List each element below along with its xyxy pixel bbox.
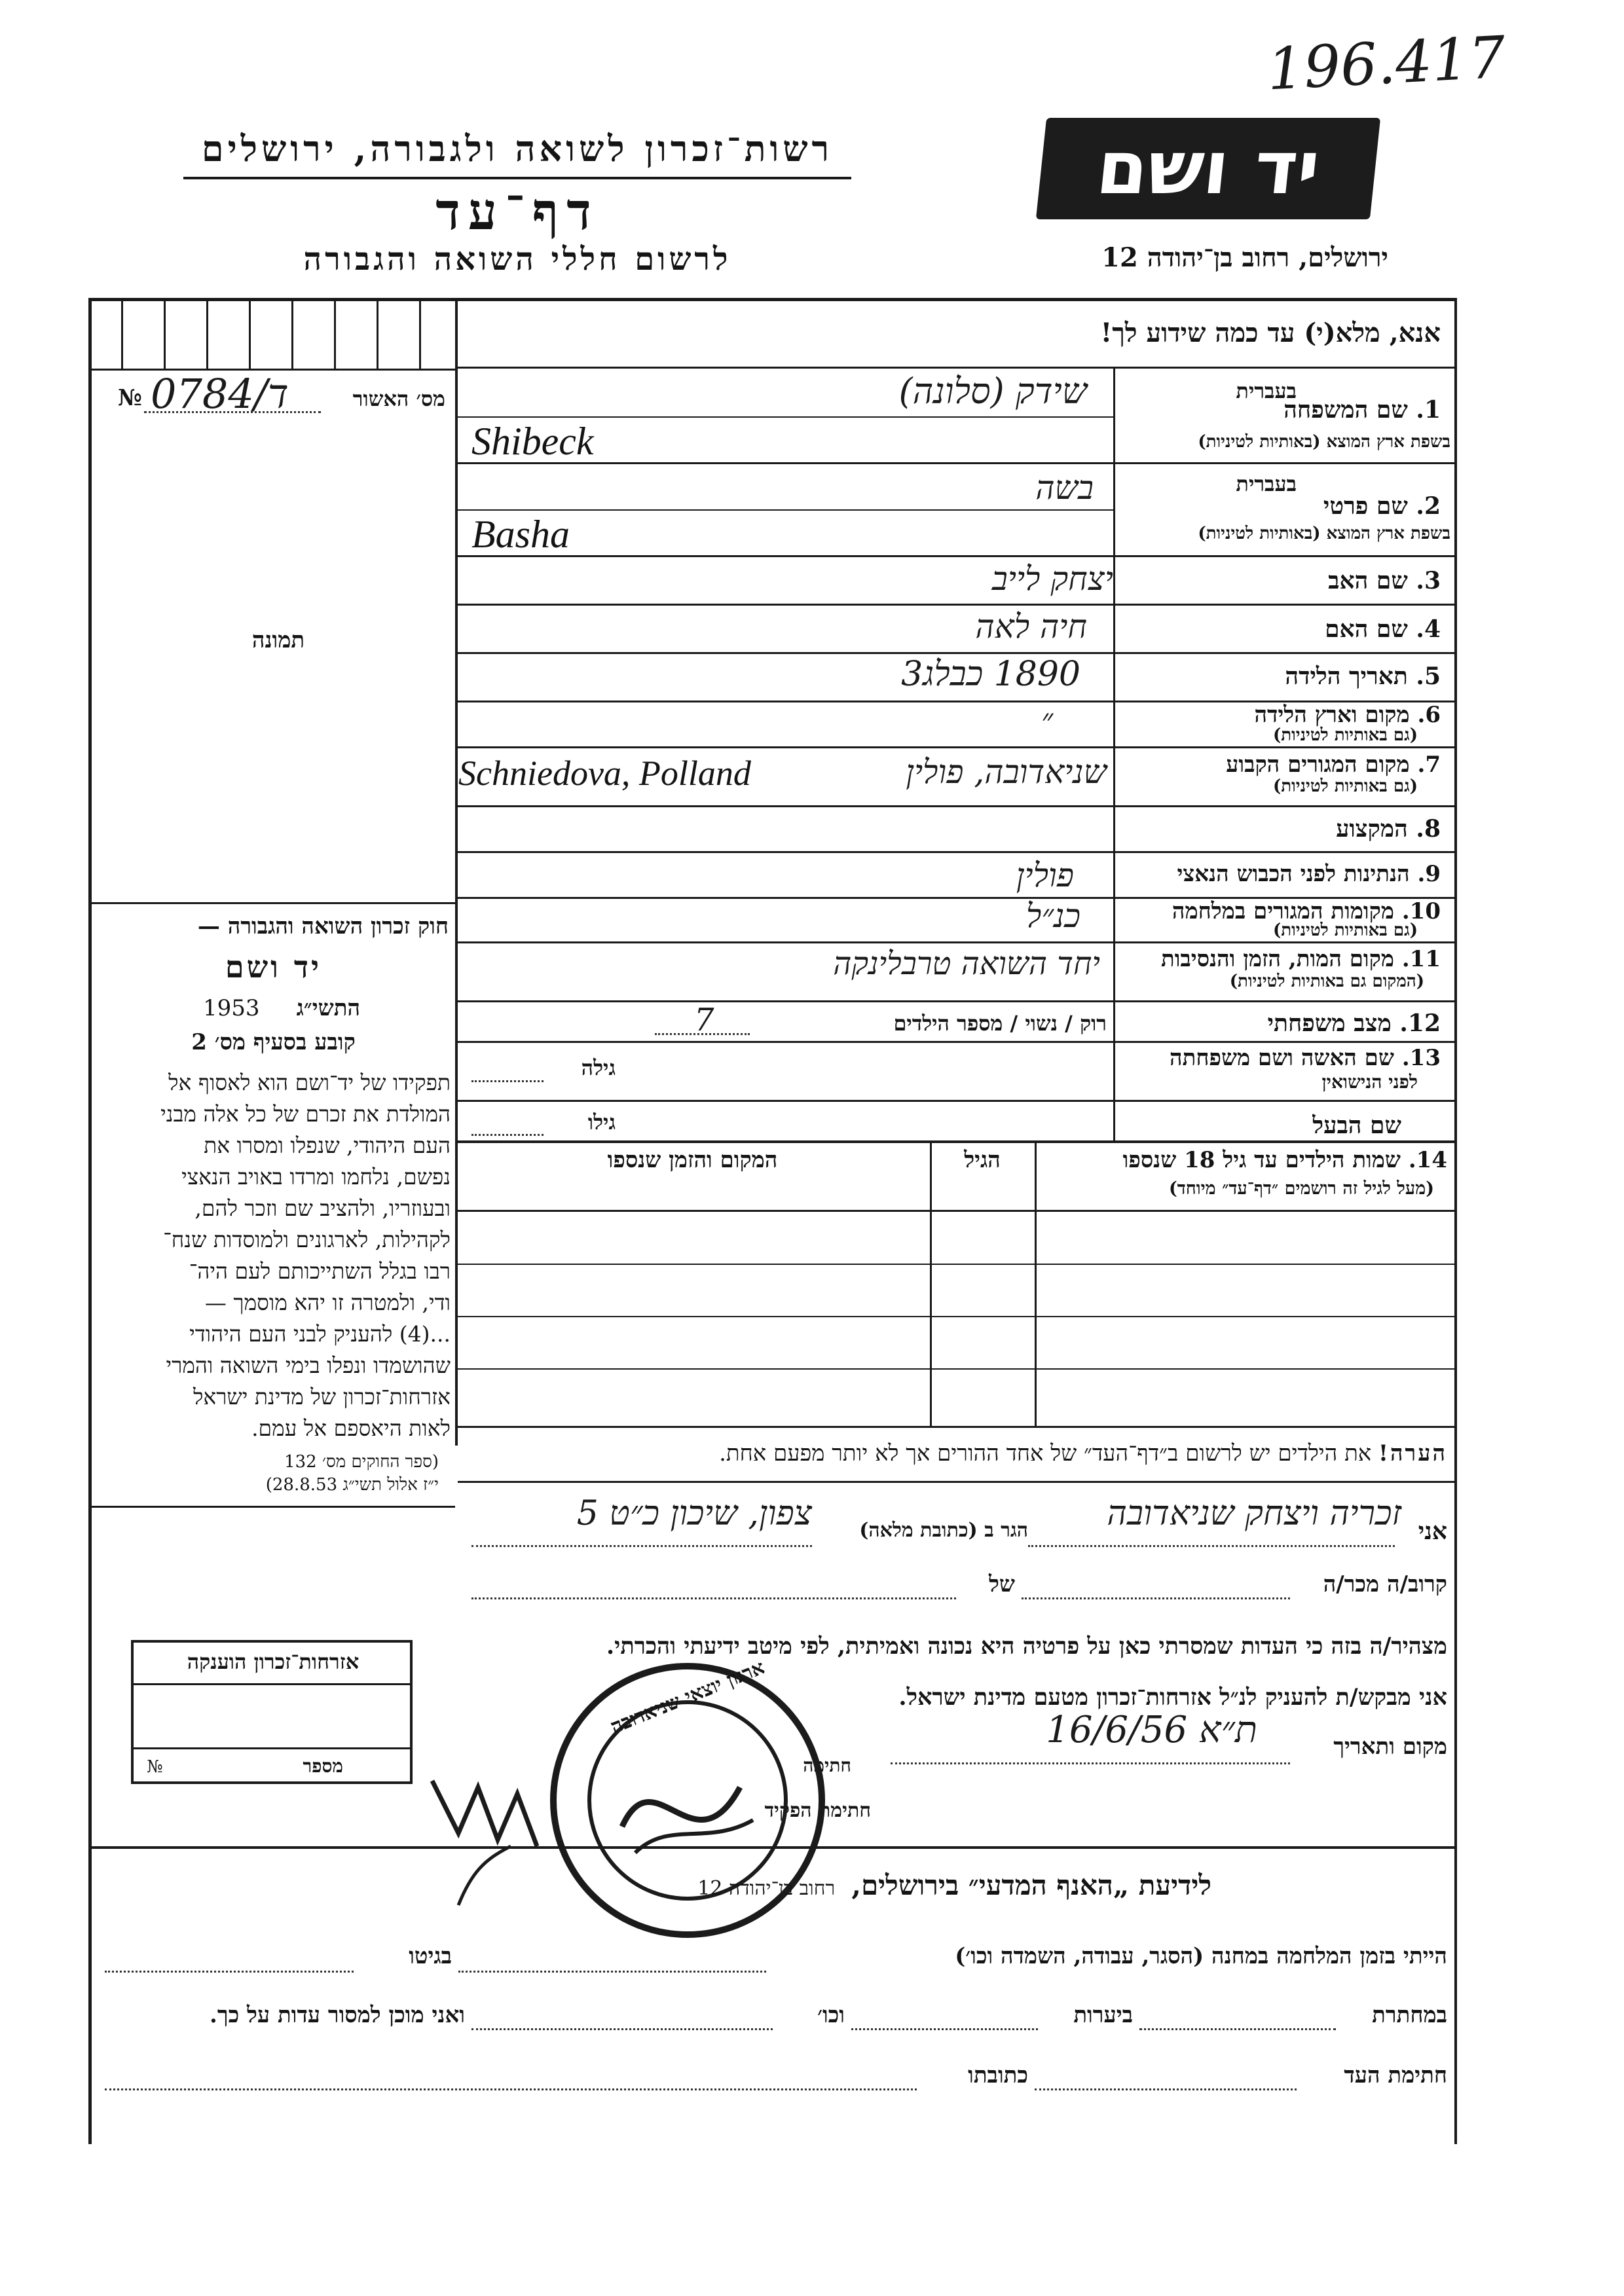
camp-line <box>458 1971 766 1973</box>
field-4-value[interactable]: חיה לאה <box>975 608 1087 646</box>
form-subtitle: לרשום חללי השואה והגבורה <box>303 241 731 278</box>
subrow-line <box>458 509 1113 511</box>
field-7-number: 7. <box>1417 752 1441 778</box>
witness-signature-label: חתימת העד <box>1344 2062 1447 2088</box>
field-5-title: תאריך הלידה <box>1285 663 1408 690</box>
citizenship-box-bottom-divider <box>134 1747 413 1749</box>
field-2-origin-tag: בשפת ארץ המוצא (באותיות לטיניות) <box>1198 524 1450 543</box>
note-row <box>458 1440 1447 1467</box>
field-9-value[interactable]: פולין <box>1016 856 1074 894</box>
field-13-age-label: גילה <box>581 1055 616 1080</box>
field-3-label <box>1120 567 1441 594</box>
field-13-number: 13. <box>1401 1045 1441 1071</box>
field-11-label <box>1120 946 1441 972</box>
law-text-line: רבו בגלל השתייכותם לעם היה־ <box>189 1258 451 1284</box>
field-4-title: שם האם <box>1325 615 1408 643</box>
field-11-number: 11. <box>1401 946 1441 972</box>
field-5-number: 5. <box>1416 663 1441 690</box>
field-10-value[interactable]: כנ״ל <box>1025 897 1080 935</box>
row-line <box>458 1041 1456 1043</box>
field-6-number: 6. <box>1417 702 1441 728</box>
ghetto-line <box>105 1971 354 1973</box>
place-date-label: מקום ותאריך <box>1333 1734 1447 1760</box>
field-11-sub: (המקום גם באותיות לטיניות) <box>1229 972 1424 991</box>
underground-label: במחתרת <box>1372 2002 1447 2028</box>
stamp-text: ארגון יוצאי שניאדובה <box>607 1656 768 1739</box>
footer-separator <box>92 1846 1457 1849</box>
underground-line <box>1139 2028 1336 2030</box>
row-line <box>458 805 1456 807</box>
law-year-latin: 1953 <box>203 995 260 1021</box>
field-1-latin-value[interactable]: Shibeck <box>471 420 594 463</box>
form-title: דף־עד <box>435 182 599 242</box>
archive-number: 196.417 <box>1265 23 1507 103</box>
header-address: ירושלים, רחוב בן־יהודה 12 <box>1101 242 1388 273</box>
witness-signature-line <box>1035 2088 1297 2090</box>
field-11-value[interactable]: יחד השואה טרבלינקה <box>833 945 1100 982</box>
children-table-number: 14. <box>1408 1147 1447 1173</box>
witness-name-value[interactable]: זכריה ויצחק שניאדובה <box>1107 1494 1401 1533</box>
approval-number-prefix: № <box>118 385 142 411</box>
field-3-title: שם האב <box>1328 567 1408 594</box>
field-5-value[interactable]: 1890 כבלג3 <box>901 655 1080 694</box>
field-6-value[interactable]: ״ <box>1041 702 1054 738</box>
field-12-title: מצב משפחתי <box>1267 1010 1392 1037</box>
row-line <box>458 462 1456 464</box>
official-signature-label: חתימת הפקיד <box>764 1799 871 1822</box>
field-5-label <box>1120 663 1441 690</box>
field-8-title: המקצוע <box>1336 815 1408 843</box>
field-13-age-line <box>471 1080 544 1082</box>
relation-label: קרוב/ה מכר/ה <box>1323 1571 1447 1597</box>
children-table-title: שמות הילדים עד גיל 18 שנספו <box>1122 1147 1401 1173</box>
law-text-line: שהושמדו ונפלו בימי השואה והמרי <box>166 1353 451 1378</box>
law-text-block <box>97 1067 451 1444</box>
approval-tick-strip <box>92 300 455 372</box>
field-3-value[interactable]: יצחק לייב <box>991 560 1113 598</box>
field-6-title: מקום וארץ הלידה <box>1254 702 1410 728</box>
children-header-age: הגיל <box>964 1147 1001 1173</box>
law-text-line: המולדת את זכרם של כל אלה מבני <box>160 1101 451 1127</box>
field-1-hebrew-tag: בעברית <box>1236 378 1297 403</box>
children-col-place-divider <box>1035 1142 1037 1427</box>
law-title: חוק זכרון השואה והגבורה — <box>197 913 449 939</box>
husband-label: שם הבעל <box>1312 1112 1401 1139</box>
children-header-names <box>1041 1147 1447 1173</box>
children-table-top <box>458 1140 1456 1143</box>
field-4-number: 4. <box>1416 615 1441 643</box>
law-name: יד ושם <box>225 949 322 985</box>
law-text-line: תפקידו של יד־ושם הוא לאסוף אל <box>168 1070 451 1095</box>
field-13-sub: לפני הנישואין <box>1321 1071 1418 1093</box>
row-line <box>458 941 1456 943</box>
footer-address: רחוב בן־יהודה 12 <box>697 1877 836 1900</box>
field-10-title: מקומות המגורים במלחמה <box>1172 898 1394 924</box>
children-header-place: המקום והזמן שנספו <box>607 1147 778 1173</box>
photo-label: תמונה <box>251 627 305 653</box>
law-box-top-line <box>92 902 455 904</box>
children-table-bottom <box>458 1426 1456 1428</box>
witness-name-line <box>1028 1545 1395 1547</box>
field-6-sub: (גם באותיות לטיניות) <box>1272 725 1418 745</box>
citizenship-box-title: אזרחות־זכרון הוענקה <box>187 1649 360 1674</box>
row-line <box>458 1000 1456 1002</box>
children-col-age-divider <box>930 1142 932 1427</box>
forests-line <box>851 2028 1038 2030</box>
field-7-latin-value[interactable]: Schniedova, Polland <box>458 754 751 793</box>
law-text-line: לקהילות, לארגונים ולמוסדות שנח־ <box>163 1227 451 1252</box>
law-clause: קובע בסעיף מס׳ 2 <box>191 1029 356 1055</box>
ghetto-label: בגיטו <box>409 1943 452 1969</box>
logo-text: יד ושם <box>1092 126 1324 211</box>
field-7-sub: (גם באותיות לטיניות) <box>1272 776 1418 796</box>
field-10-sub: (גם באותיות לטיניות) <box>1272 920 1418 940</box>
field-1-number: 1. <box>1416 396 1441 424</box>
declaration-i-label: אני <box>1418 1518 1447 1545</box>
signature-label: חתימה <box>803 1755 851 1776</box>
note-text: את הילדים יש לרשום ב״דף־העד״ של אחד ההורים אך לא יותר מפעם אחת. <box>719 1440 1372 1467</box>
law-text-line: ודי, ולמטרה זו יהא מוסמך — <box>204 1290 451 1315</box>
field-13-label <box>1120 1045 1441 1071</box>
law-year-hebrew: התשי״ג <box>296 995 360 1021</box>
field-12-number: 12. <box>1399 1010 1441 1037</box>
field-9-title: הנתינות לפני הכבוש הנאצי <box>1177 861 1410 887</box>
label-column-divider <box>1113 368 1115 1140</box>
children-row-line <box>458 1264 1456 1265</box>
citizenship-box <box>131 1640 413 1784</box>
approval-label: מס׳ האשור <box>352 386 445 411</box>
field-2-hebrew-tag: בעברית <box>1236 471 1297 496</box>
address-value[interactable]: צפון, שיכון כ״ט 5 <box>576 1494 812 1533</box>
witness-address-label: כתובתו <box>968 2062 1028 2088</box>
field-2-label <box>1120 492 1441 520</box>
field-11-title: מקום המות, הזמן והנסיבות <box>1160 946 1394 972</box>
field-2-title: שם פרטי <box>1323 492 1408 520</box>
forests-label: ביערות <box>1073 2002 1133 2028</box>
etc-label: וכו׳ <box>817 2002 845 2028</box>
authority-underline <box>183 177 851 179</box>
field-6-label <box>1120 702 1441 728</box>
resides-label: הגר ב (כתובת מלאה) <box>859 1519 1028 1542</box>
law-text-line: ובעוזריו, ולהציב שם וזכר להם, <box>194 1195 451 1221</box>
address-line <box>471 1545 812 1547</box>
approval-number-line <box>144 411 321 413</box>
footer-line-1: הייתי בזמן המלחמה במחנה (הסגר, עבודה, השמדה וכו׳) <box>955 1943 1447 1969</box>
children-header-line <box>458 1210 1456 1212</box>
relation-line <box>1022 1597 1290 1599</box>
row-line <box>458 851 1456 853</box>
field-9-number: 9. <box>1417 861 1441 887</box>
declaration-request: אני מבקש/ת להעניק לנ״ל אזרחות־זכרון מטעם מדינת ישראל. <box>898 1684 1447 1711</box>
row-line <box>458 604 1456 606</box>
yad-vashem-logo <box>1036 118 1380 219</box>
law-source-date: י״ז אלול תשי״ג 28.8.53) <box>265 1475 439 1495</box>
field-7-title: מקום המגורים הקבוע <box>1226 752 1410 778</box>
field-13-title: שם האשה ושם משפחתה <box>1170 1045 1394 1071</box>
of-line <box>471 1597 956 1599</box>
field-12-label <box>1120 1010 1441 1037</box>
authority-name: רשות־זכרון לשואה ולגבורה, ירושלים <box>201 128 834 170</box>
children-header-note: (מעל לגיל זה רושמים ״דף־עד״ מיוחד) <box>1168 1178 1434 1199</box>
citizenship-box-divider <box>134 1683 413 1685</box>
row-line <box>458 652 1456 654</box>
witness-address-line <box>105 2088 917 2090</box>
law-text-line: נפשם, נלחמו ומרדו באויב הנאצי <box>181 1164 451 1190</box>
field-4-label <box>1120 615 1441 643</box>
field-1-hebrew-value[interactable]: שידק (סלונה) <box>898 371 1087 412</box>
field-12-children-value[interactable]: 7 <box>694 1002 714 1038</box>
place-date-line <box>891 1762 1290 1764</box>
declaration-statement: מצהיר/ה בזה כי העדות שמסרתי כאן על פרטיה היא נכונה ואמיתית, לפי מיטב ידיעתי והכרתי. <box>606 1633 1447 1660</box>
approval-number: 0784/ד <box>151 370 289 418</box>
subrow-line <box>458 416 1113 418</box>
footer-line-2-end: ואני מוכן למסור עדות על כך. <box>210 2002 465 2028</box>
husband-age-label: גילו <box>587 1110 616 1135</box>
law-text-line: אזרחות־זכרון של מדינת ישראל <box>193 1384 451 1410</box>
citizenship-number-prefix: № <box>147 1757 163 1777</box>
instruction-text: אנא, מלא(י) עד כמה שידוע לך! <box>1100 318 1441 348</box>
husband-age-line <box>471 1134 544 1136</box>
law-box-bottom-line <box>92 1506 455 1508</box>
of-label: של <box>989 1571 1015 1597</box>
law-text-line: העם היהודי, שנפלו ומסרו את <box>204 1133 451 1158</box>
field-8-number: 8. <box>1416 815 1441 843</box>
children-row-line <box>458 1316 1456 1317</box>
footer-title: לידיעת „האנף המדעי״ בירושלים, <box>851 1869 1211 1901</box>
footer-title-row <box>458 1869 1211 1902</box>
note-label: הערה! <box>1378 1440 1447 1467</box>
instruction-row-line <box>458 367 1456 369</box>
field-8-label <box>1120 815 1441 843</box>
left-column-divider <box>455 300 458 1446</box>
citizenship-number-label: מספר <box>303 1755 343 1777</box>
field-1-origin-tag: בשפת ארץ המוצא (באותיות לטיניות) <box>1198 432 1450 452</box>
field-2-latin-value[interactable]: Basha <box>471 513 570 556</box>
field-2-hebrew-value[interactable]: בשה <box>1035 469 1094 507</box>
note-bottom-line <box>458 1481 1456 1483</box>
row-line <box>458 746 1456 748</box>
field-2-number: 2. <box>1416 492 1441 520</box>
children-row-line <box>458 1368 1456 1370</box>
law-source: (ספר החוקים מס׳ 132 <box>284 1452 439 1472</box>
place-date-value[interactable]: ת״א 16/6/56 <box>1046 1709 1257 1751</box>
law-text-line: ...(4) להעניק לבני העם היהודי <box>189 1321 451 1347</box>
field-7-hebrew-value[interactable]: שניאדובה, פולין <box>906 753 1107 791</box>
field-12-options: רוק / נשוי / מספר הילדים <box>893 1011 1107 1036</box>
row-line <box>458 555 1456 557</box>
field-1-title: שם המשפחה <box>1283 396 1408 424</box>
field-7-label <box>1120 752 1441 778</box>
row-line <box>458 1100 1456 1102</box>
field-10-number: 10. <box>1401 898 1441 924</box>
law-text-line: לאות היאספם אל עמם. <box>251 1415 451 1441</box>
field-9-label <box>1120 861 1441 887</box>
field-3-number: 3. <box>1416 567 1441 594</box>
etc-line <box>471 2028 773 2030</box>
